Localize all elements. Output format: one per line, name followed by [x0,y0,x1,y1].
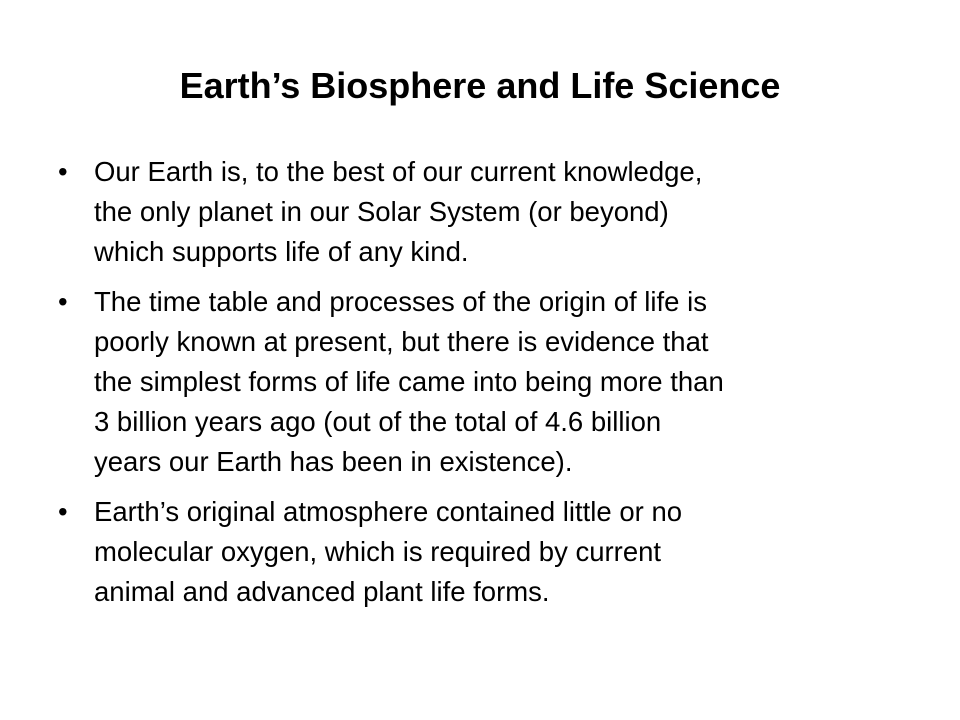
bullet-line: Earth’s original atmosphere contained little or no [94,496,683,527]
bullet-line: animal and advanced plant life forms. [94,576,550,607]
bullet-line: 3 billion years ago (out of the total of 4.6 billion [94,406,662,437]
bullet-list [58,152,908,622]
bullet-line: poorly known at present, but there is evidence that [94,326,709,357]
bullet-item [58,492,908,612]
bullet-item [58,152,908,272]
bullet-line: Our Earth is, to the best of our current knowledge, [94,156,703,187]
bullet-line: which supports life of any kind. [94,236,469,267]
bullet-dot-icon: • [58,156,68,187]
bullet-line: The time table and processes of the origin of life is [94,286,707,317]
bullet-item [58,282,908,482]
slide-title: Earth’s Biosphere and Life Science [179,65,781,106]
bullet-dot-icon: • [58,496,68,527]
bullet-line: the simplest forms of life came into being more than [94,366,724,397]
bullet-dot-icon: • [58,286,68,317]
bullet-line: years our Earth has been in existence). [94,446,573,477]
bullet-line: molecular oxygen, which is required by current [94,536,662,567]
bullet-line: the only planet in our Solar System (or beyond) [94,196,669,227]
